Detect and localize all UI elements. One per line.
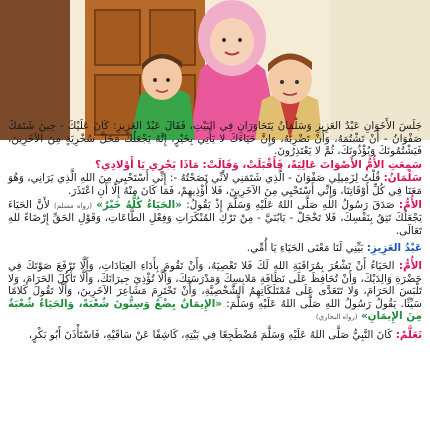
paragraph-3 [8, 172, 422, 197]
mother-question: سَمِعَتِ الأُمُّ الأَصْوَاتَ عَالِيَةً، فَأَقْبَلَتْ، وَقَالَتْ: مَاذَا يَجْرِي يَا أَوْلادِي؟ [95, 158, 422, 171]
story-illustration [0, 0, 430, 140]
paragraph-7 [8, 329, 422, 342]
hadith-1-ref: (رواه مسلم) [54, 201, 92, 210]
paragraph-6 [8, 260, 422, 324]
mother-reply-a: صَدَقَ رَسُولُ اللهِ صَلَّى اللهُ عَلَيْهِ وَسَلَّمَ إِذْ يَقُولُ: [186, 198, 395, 211]
hadith-2: «الإِيمَانُ بِضْعٌ وَسِتُّونَ شُعْبَةً، وَالحَيَاءُ شُعْبَةٌ مِنَ الإِيمَانِ» [8, 297, 422, 323]
wall-right [330, 0, 430, 140]
hadith-2-ref: (رواه البخاري) [315, 313, 358, 322]
learn-label: تَعَلَّمْ: [395, 328, 422, 341]
wall-panel [0, 0, 70, 140]
speaker-mother: الأُمُّ: [398, 198, 422, 211]
speaker-mother-2: الأُمُّ: [398, 259, 422, 272]
hadith-1: «الحَيَاءُ كُلُّهُ خَيْرٌ» [96, 198, 182, 211]
paragraph-5 [8, 242, 422, 255]
paragraph-1 [8, 120, 422, 158]
learn-text: كَانَ النَّبِيُّ صَلَّى اللهُ عَلَيْهِ وَسَلَّمَ مُضْطَجِعًا فِي بَيْتِهِ، كَاشِفًا عَنْ سَاقَيْهِ، فَاسْتَأْذَنَ أَبُو بَكْرٍ، [28, 328, 393, 341]
speaker-salman: سَلْمَانُ: [383, 172, 422, 185]
paragraph-4 [8, 199, 422, 238]
mother-reply-b: لأَنَّ الحَيَاءَ يَجْعَلُكَ تَثِقُ بِنَفْسِكَ، فَلا تَخْجَلْ - يَابُنَيَّ - مِنْ تَرْكِ المُنْكَرَاتِ وَفِعْلِ الطَّاعَاتِ، وَقَوْلِ الحَقِّ إِرْضَاءً للهِ تَعَالَى. [8, 198, 422, 237]
story-text [8, 120, 422, 430]
mother-explanation: الحَيَاءُ أَنْ تَشْعُرَ بِمُرَاقَبَةِ اللهِ لَكَ فَلا تَعْصِيَهُ، وَأَنْ تَقُومَ بِأَدَاءِ العِبَادَاتِ، وَأَلَّا تَرْفَعَ صَوْتَكَ فِي حَضْرَةِ وَالِدَيْكَ، وَأَنْ تُحَافِظَ عَلَى نَظَافَةِ مَلابِسِكَ وَمَدْرَسَتِكَ، وَأَلَّا تُؤْذِيَ جِيرَانَكَ، وَأَلَّا تَأْكُلَ الحَرَامَ، وَلا تَلْبَسَ الحَرَامَ، وَلا تَتَعَدَّى عَلَى مُمْتَلَكَاتِهِمُ الشَّخْصِيَّةِ، وَأَنْ تَحْتَرِمَ مَشَاعِرَ الآخَرِينَ، وَأَلَّا تَقُولَ كَلامًا سَيِّئًا. يَقُولُ رَسُولُ اللهِ صَلَّى اللهُ عَلَيْهِ وَسَلَّمَ: [8, 259, 422, 310]
abdulaziz-question: بَيِّنِي لَنَا مَعْنَى الحَيَاءِ يَا أُمِّي. [246, 242, 364, 255]
salman-reply: قُلْتُ لِزَمِيلِي صَفْوَانَ - الَّذِي شَتَمَنِي لأَنِّي نَصَحْتُهُ -: إِنِّي أَسْتَحْيِي مِنَ اللهِ الَّذِي يَرَانِي، وَهُوَ مَعَنَا فِي كُلِّ أَوْقَاتِنَا، وَإِنِّي أَسْتَحْيِي مِنَ الآخَرِينَ، فَلا أُؤْذِيهِمْ، فَمَا كَانَ مِنْهُ إِلَّا أَنِ اعْتَذَرَ. [8, 172, 422, 197]
paragraph-2 [8, 159, 422, 172]
paragraph-1-text: جَلَسَ الأَخَوَانِ عَبْدُ العَزِيزِ وَسَلْمَانُ يَتَحَاوَرَانِ فِي البَيْتِ، فَقَالَ عَبْدُ العَزِيزِ: كَانَ عَلَيْكَ - حِينَ شَتَمَكَ صَفْوَانُ - أَنْ تَشْتُمَهُ، وَأَنْ تَضْرِبَهُ، وَإِنَّ حَيَاءَكَ لا يَأْتِي بِخَيْرٍ، إِنَّهُ يَجْعَلُكَ مَحَلَّ سُخْرِيَةٍ مِنَ الآخَرِينَ، فَيَشْتُمُونَكَ وَيُؤْذُونَكَ، ثُمَّ لا يَعْتَذِرُونَ. [8, 120, 422, 158]
speaker-abdulaziz: عَبْدُ العَزِيزِ: [366, 242, 422, 255]
